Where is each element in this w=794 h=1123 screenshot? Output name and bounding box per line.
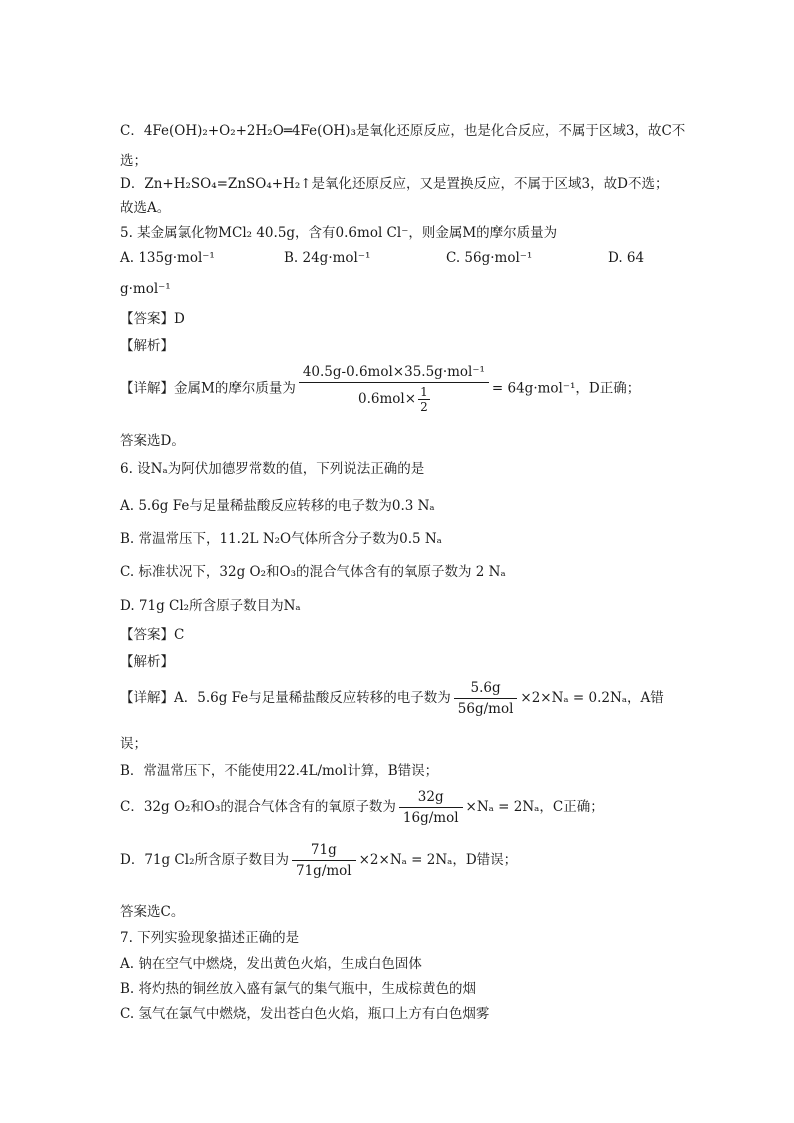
q6-detail-c [120, 789, 604, 826]
q6-detail-d-numerator: 71g [292, 842, 356, 861]
q6-detail-d-denominator: 71g/mol [296, 863, 352, 879]
q5-answer: 【答案】D [120, 311, 185, 327]
q6-detail-a [120, 680, 664, 717]
question-7: 7. 下列实验现象描述正确的是 [120, 930, 300, 946]
q6-detail-d-suffix: ×2×Nₐ = 2Nₐ，D错误； [358, 852, 518, 868]
option-c-explanation-line2: 选； [120, 153, 147, 169]
q6-analysis-label: 【解析】 [120, 654, 174, 670]
q6-answer: 【答案】C [120, 627, 185, 643]
q6-detail-d-fraction [292, 842, 356, 879]
q6-detail-c-prefix: C．32g O₂和O₃的混合气体含有的氧原子数为 [120, 799, 396, 815]
q5-formula-denominator: 0.6mol× $\frac{1}{2}$ [358, 385, 428, 414]
q5-option-d-continued: g·mol⁻¹ [120, 281, 171, 297]
q6-option-b: B. 常温常压下，11.2L N₂O气体所含分子数为0.5 Nₐ [120, 531, 442, 547]
q5-detail-prefix: 【详解】金属M的摩尔质量为 [120, 380, 296, 397]
q5-option-b: B. 24g·mol⁻¹ [284, 250, 371, 266]
q6-option-c: C. 标准状况下，32g O₂和O₃的混合气体含有的氧原子数为 2 Nₐ [120, 564, 506, 580]
q6-detail-d [120, 842, 517, 879]
q6-detail-a-continued: 误； [120, 736, 147, 752]
q6-detail-b: B．常温常压下，不能使用22.4L/mol计算，B错误； [120, 763, 439, 779]
q5-formula-numerator: 40.5g-0.6mol×35.5g·mol⁻¹ [299, 364, 489, 383]
q5-formula-fraction [299, 364, 489, 414]
question-6: 6. 设Nₐ为阿伏加德罗常数的值，下列说法正确的是 [120, 461, 425, 477]
q6-detail-a-suffix: ×2×Nₐ = 0.2Nₐ，A错 [520, 690, 664, 706]
q5-detail [120, 364, 640, 414]
q5-half-fraction: $\frac{1}{2}$ [420, 385, 428, 414]
q7-option-a: A. 钠在空气中燃烧，发出黄色火焰，生成白色固体 [120, 956, 422, 972]
q6-detail-a-denominator: 56g/mol [457, 701, 514, 717]
q6-option-a: A. 5.6g Fe与足量稀盐酸反应转移的电子数为0.3 Nₐ [120, 498, 435, 514]
q6-detail-c-suffix: ×Nₐ = 2Nₐ，C正确； [465, 799, 604, 815]
q5-option-d: D. 64 [608, 250, 645, 266]
q5-detail-suffix: = 64g·mol⁻¹，D正确； [491, 380, 641, 397]
q6-detail-a-numerator: 5.6g [454, 680, 518, 699]
option-c-explanation-line1: C．4Fe(OH)₂+O₂+2H₂O═4Fe(OH)₃是氧化还原反应，也是化合反应，不属于区域3，故C不 [120, 123, 686, 139]
q5-option-a: A. 135g·mol⁻¹ [120, 250, 215, 266]
choice-conclusion: 故选A。 [120, 200, 171, 216]
q5-conclusion: 答案选D。 [120, 433, 185, 449]
q6-option-d: D. 71g Cl₂所含原子数目为Nₐ [120, 598, 301, 614]
q5-analysis-label: 【解析】 [120, 338, 174, 354]
q6-detail-c-fraction [399, 789, 463, 826]
q7-option-c: C. 氢气在氯气中燃烧，发出苍白色火焰，瓶口上方有白色烟雾 [120, 1006, 490, 1022]
q6-detail-a-prefix: 【详解】A．5.6g Fe与足量稀盐酸反应转移的电子数为 [120, 690, 451, 706]
q6-detail-c-denominator: 16g/mol [402, 810, 459, 826]
q6-detail-a-fraction [454, 680, 518, 717]
q6-detail-d-prefix: D．71g Cl₂所含原子数目为 [120, 852, 289, 868]
q7-option-b: B. 将灼热的铜丝放入盛有氯气的集气瓶中，生成棕黄色的烟 [120, 981, 477, 997]
q6-detail-c-numerator: 32g [399, 789, 463, 808]
q5-option-c: C. 56g·mol⁻¹ [446, 250, 533, 266]
q6-conclusion: 答案选C。 [120, 904, 185, 920]
question-5: 5. 某金属氯化物MCl₂ 40.5g，含有0.6mol Cl⁻，则金属M的摩尔质量为 [120, 225, 558, 241]
option-d-explanation: D．Zn+H₂SO₄=ZnSO₄+H₂↑是氧化还原反应，又是置换反应，不属于区域3，故D不选； [120, 176, 669, 192]
